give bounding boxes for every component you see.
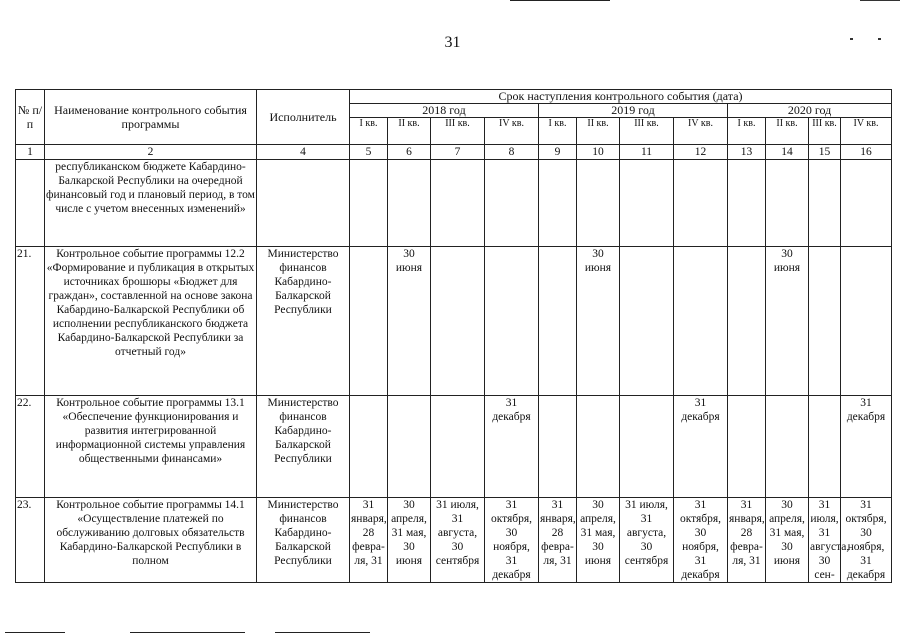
- deadline-cell: [809, 247, 841, 396]
- deadline-cell: [620, 160, 674, 247]
- row-number: 21.: [16, 247, 45, 396]
- event-name: республиканском бюджете Кабардино-Балкарской Республики на очередной финансовый год и плановый период, в том числе с учетом внесенных изменений»: [45, 160, 257, 247]
- table-row: [16, 396, 892, 498]
- column-number: 6: [388, 145, 431, 160]
- column-number: 8: [485, 145, 539, 160]
- scan-mark: [860, 0, 900, 1]
- executor: Министерство финансов Кабардино-Балкарской Республики: [257, 247, 350, 396]
- deadline-cell: 30 апреля, 31 мая, 30 июня: [388, 498, 431, 583]
- deadline-cell: 30 июня: [577, 247, 620, 396]
- header-quarter: I кв.: [350, 118, 388, 145]
- deadline-cell: [388, 396, 431, 498]
- event-name: Контрольное событие программы 14.1 «Осуществление платежей по обслуживанию долговых обязательств Кабардино-Балкарской Республики в полном: [45, 498, 257, 583]
- header-quarter: I кв.: [728, 118, 766, 145]
- header-year: 2020 год: [728, 104, 892, 118]
- control-events-table: [15, 89, 892, 583]
- deadline-cell: 31 декабря: [485, 396, 539, 498]
- deadline-cell: 31 июля, 31 августа, 30 сен-: [810, 499, 850, 581]
- row-number: [16, 160, 45, 247]
- deadline-cell: 31 июля, 31 августа, 30 сентября: [431, 498, 485, 583]
- header-quarter: III кв.: [809, 118, 841, 145]
- table-body: [16, 160, 892, 583]
- deadline-cell: [577, 160, 620, 247]
- header-quarter: III кв.: [431, 118, 485, 145]
- deadline-cell: [539, 396, 577, 498]
- deadline-cell: [577, 396, 620, 498]
- deadline-cell: [350, 160, 388, 247]
- header-quarter: I кв.: [539, 118, 577, 145]
- event-name: Контрольное событие программы 13.1 «Обеспечение функционирования и развития интегрированной информационной системы управления общественными финансами»: [45, 396, 257, 498]
- header-year: 2018 год: [350, 104, 539, 118]
- column-number: 1: [16, 145, 45, 160]
- deadline-cell: [766, 160, 809, 247]
- deadline-cell: 30 июня: [388, 247, 431, 396]
- column-number: 5: [350, 145, 388, 160]
- header-quarter: IV кв.: [841, 118, 892, 145]
- deadline-cell: [539, 247, 577, 396]
- deadline-cell: [674, 160, 728, 247]
- deadline-cell: 31 января, 28 февра-ля, 31: [539, 498, 577, 583]
- header-num: № п/п: [16, 90, 45, 145]
- deadline-cell: [728, 396, 766, 498]
- column-number: 15: [809, 145, 841, 160]
- table-row: [16, 160, 892, 247]
- deadline-cell: [431, 247, 485, 396]
- row-number: 22.: [16, 396, 45, 498]
- deadline-cell: [431, 396, 485, 498]
- deadline-cell: 31 января, 28 февра-ля, 31: [728, 498, 766, 583]
- footer-rule: [5, 632, 65, 633]
- deadline-cell: 31 декабря: [674, 396, 728, 498]
- deadline-cell: 31 октября, 30 ноября, 31 декабря: [841, 498, 892, 583]
- column-number: 2: [45, 145, 257, 160]
- deadline-cell: 31 июля, 31 августа, 30 сентября: [620, 498, 674, 583]
- header-quarter: II кв.: [577, 118, 620, 145]
- header-quarter: IV кв.: [674, 118, 728, 145]
- deadline-cell: [809, 160, 841, 247]
- deadline-cell: [388, 160, 431, 247]
- deadline-cell: [766, 396, 809, 498]
- column-number: 4: [257, 145, 350, 160]
- deadline-cell: [620, 247, 674, 396]
- deadline-cell: [350, 247, 388, 396]
- page-number: 31: [444, 34, 461, 51]
- column-number: 9: [539, 145, 577, 160]
- deadline-cell: [674, 247, 728, 396]
- header-deadline: Срок наступления контрольного события (дата): [350, 90, 892, 104]
- deadline-cell: [809, 396, 841, 498]
- header-quarter: II кв.: [388, 118, 431, 145]
- deadline-cell: [485, 160, 539, 247]
- deadline-cell: [728, 247, 766, 396]
- header-quarter: IV кв.: [485, 118, 539, 145]
- table-row: [16, 247, 892, 396]
- column-number: 14: [766, 145, 809, 160]
- header-quarter: II кв.: [766, 118, 809, 145]
- header-quarter: III кв.: [620, 118, 674, 145]
- deadline-cell: [728, 160, 766, 247]
- row-number: 23.: [16, 498, 45, 583]
- deadline-cell: [431, 160, 485, 247]
- executor: Министерство финансов Кабардино-Балкарской Республики: [257, 498, 350, 583]
- deadline-cell: [350, 396, 388, 498]
- column-number: 10: [577, 145, 620, 160]
- deadline-cell: 31 октября, 30 ноября, 31 декабря: [674, 498, 728, 583]
- column-number: 11: [620, 145, 674, 160]
- deadline-cell: 30 апреля, 31 мая, 30 июня: [766, 498, 809, 583]
- deadline-cell: 31 января, 28 февра-ля, 31: [350, 498, 388, 583]
- deadline-cell: 31 октября, 30 ноября, 31 декабря: [485, 498, 539, 583]
- deadline-cell: [539, 160, 577, 247]
- executor: [257, 160, 350, 247]
- deadline-cell: 31 декабря: [841, 396, 892, 498]
- header-executor: Исполнитель: [257, 90, 350, 145]
- column-number: 7: [431, 145, 485, 160]
- deadline-cell: [485, 247, 539, 396]
- table-row: [16, 498, 892, 583]
- top-rule: [510, 0, 610, 1]
- deadline-cell: [841, 160, 892, 247]
- event-name: Контрольное событие программы 12.2 «Формирование и публикация в открытых источниках брошюры «Бюджет для граждан», составленной на основе закона Кабардино-Балкарской Республики об исполнении республиканского бюджета Кабардино-Балкарской Республики за отчетный год»: [45, 247, 257, 396]
- executor: Министерство финансов Кабардино-Балкарской Республики: [257, 396, 350, 498]
- column-number: 12: [674, 145, 728, 160]
- footer-rule: [130, 632, 245, 633]
- column-number: 13: [728, 145, 766, 160]
- deadline-cell: 30 июня: [766, 247, 809, 396]
- column-number: 16: [841, 145, 892, 160]
- deadline-cell: [620, 396, 674, 498]
- deadline-cell: 30 апреля, 31 мая, 30 июня: [577, 498, 620, 583]
- footer-rule: [275, 632, 370, 633]
- deadline-cell: [841, 247, 892, 396]
- header-name: Наименование контрольного события программы: [45, 90, 257, 145]
- header-year: 2019 год: [539, 104, 728, 118]
